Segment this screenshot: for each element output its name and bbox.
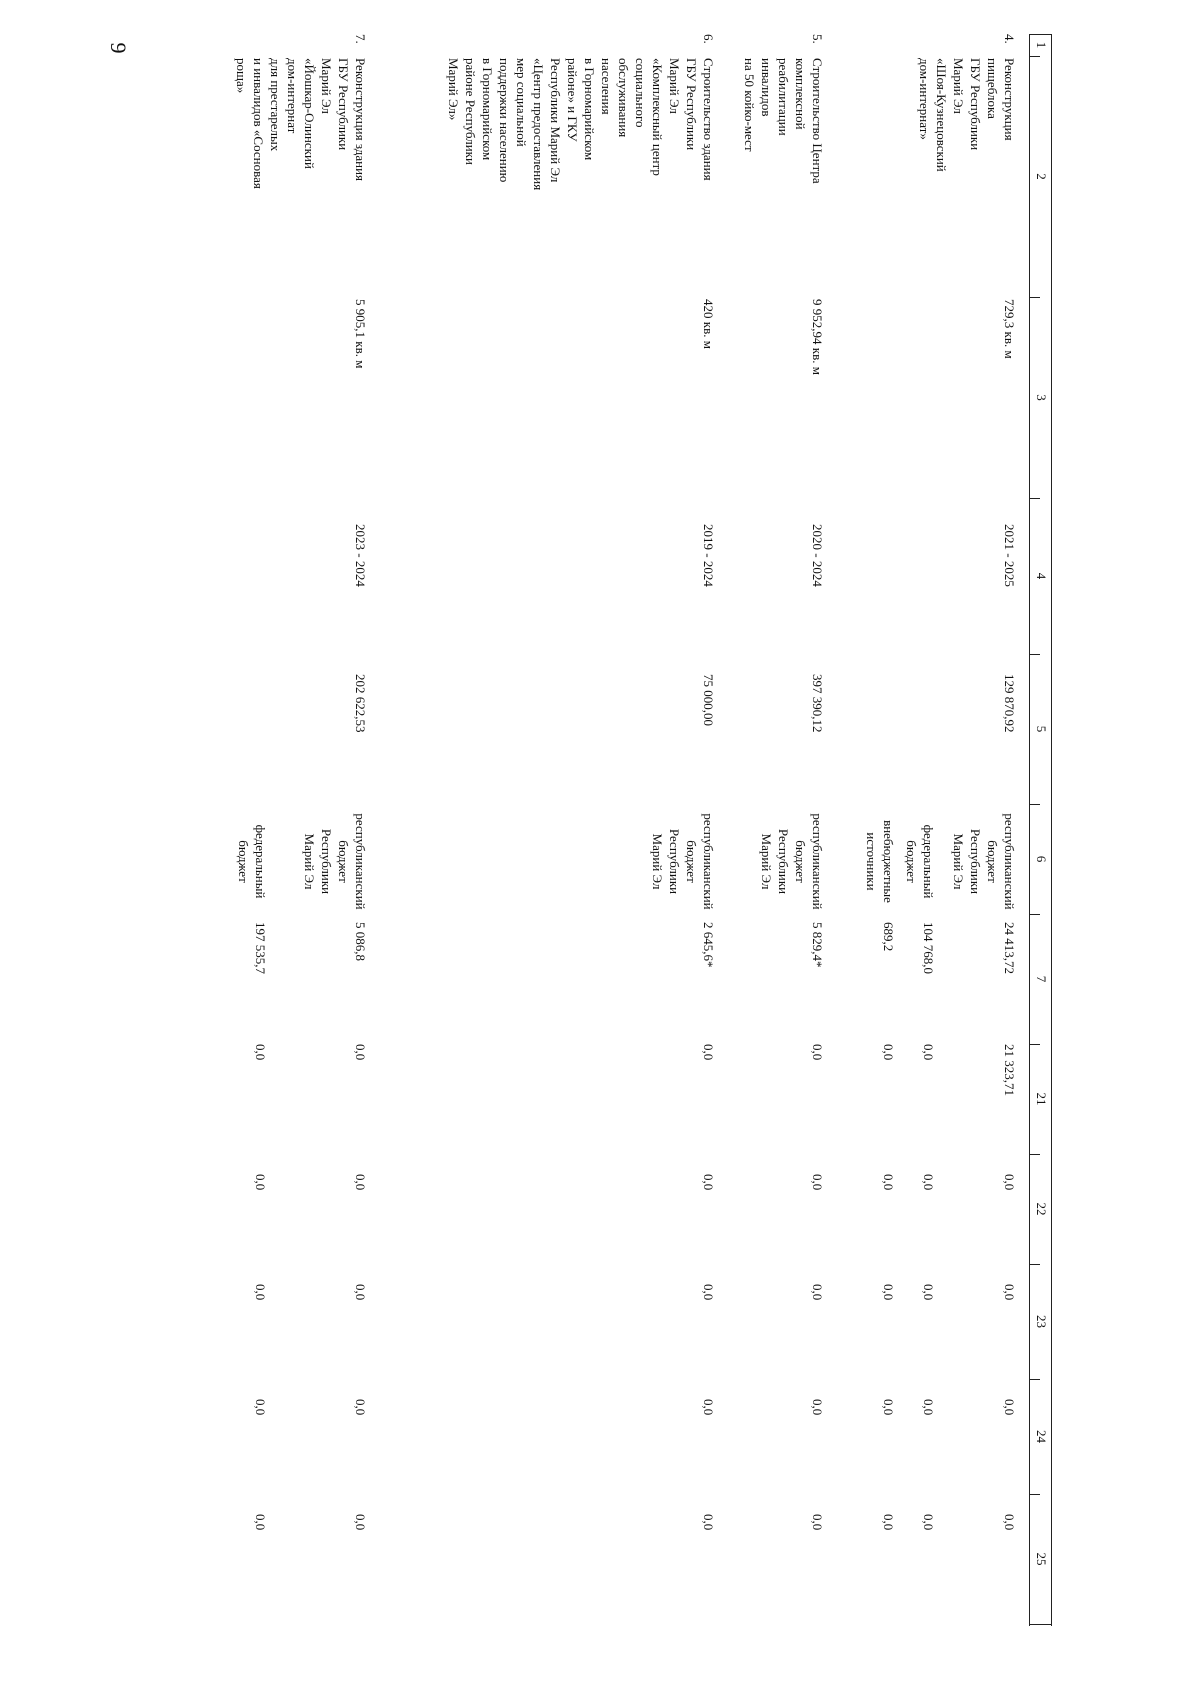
object-cost: 202 622,53 [353,674,368,733]
cell-col21: 0,0 [253,1044,268,1061]
cell-col7: 689,2 [881,922,896,952]
cell-col21: 0,0 [921,1044,936,1061]
column-number: 5 [1034,725,1049,733]
object-name: Строительство Центра комплексной реабилитации инвалидов на 50 койко-мест [742,58,825,184]
cell-col23: 0,0 [353,1284,368,1301]
cell-col22: 0,0 [881,1174,896,1191]
cell-col24: 0,0 [1002,1399,1017,1416]
cell-col22: 0,0 [1002,1174,1017,1191]
cell-col22: 0,0 [253,1174,268,1191]
cell-col22: 0,0 [810,1174,825,1191]
cell-col21: 0,0 [701,1044,716,1061]
object-name: Реконструкция пищеблока ГБУ Республики Марий Эл «Шоя-Кузнецовский дом-интернат» [917,58,1017,172]
column-number: 25 [1034,1552,1049,1566]
object-cost: 129 870,92 [1002,674,1017,733]
funding-source: республиканский бюджет Республики Марий Эл [951,813,1017,910]
cell-col22: 0,0 [921,1174,936,1191]
column-number: 24 [1034,1430,1049,1443]
column-separator [1030,1624,1052,1625]
funding-source: республиканский бюджет Республики Марий Эл [650,813,716,910]
cell-col25: 0,0 [701,1514,716,1531]
header-top-rule [1051,34,1052,1626]
cell-col23: 0,0 [810,1284,825,1301]
object-area: 9 952,94 кв. м [810,299,825,375]
cell-col24: 0,0 [881,1399,896,1416]
object-name: Реконструкция здания ГБУ Республики Марий Эл «Йошкар-Олинский дом-интернат для престарелых и инвалидов «Сосновая роща» [234,58,368,189]
cell-col22: 0,0 [353,1174,368,1191]
column-number: 23 [1034,1315,1049,1328]
object-cost: 397 390,12 [810,674,825,733]
cell-col25: 0,0 [1002,1514,1017,1531]
cell-col23: 0,0 [701,1284,716,1301]
cell-col21: 0,0 [353,1044,368,1061]
cell-col7: 5 086,8 [353,922,368,961]
column-number: 3 [1034,394,1049,401]
cell-col24: 0,0 [253,1399,268,1416]
cell-col24: 0,0 [353,1399,368,1416]
cell-col25: 0,0 [810,1514,825,1531]
object-area: 420 кв. м [701,299,716,349]
row-number: 7. [353,34,368,44]
cell-col7: 104 768,0 [921,922,936,974]
funding-source: республиканский бюджет Республики Марий Эл [302,813,368,910]
object-period: 2020 - 2024 [810,524,825,587]
object-area: 5 905,1 кв. м [353,299,368,369]
object-cost: 75 000,00 [701,674,716,726]
funding-source: внебюджетные источники [864,820,896,903]
funding-source: федеральный бюджет [236,824,268,899]
cell-col7: 2 645,6* [701,922,716,968]
row-number: 4. [1002,34,1017,44]
column-number: 7 [1034,975,1049,983]
cell-col25: 0,0 [881,1514,896,1531]
object-name: Строительство здания ГБУ Республики Марий Эл «Комплексный центр социального обслуживания населения в Горномарийском районе» и ГКУ Республики Марий Эл «Центр предоставления мер социальной поддержки населению в Горномарийском районе Республики Марий Эл» [446,58,716,191]
header-bottom-rule [1029,34,1030,1626]
column-number: 22 [1034,1202,1049,1216]
cell-col24: 0,0 [701,1399,716,1416]
object-period: 2023 - 2024 [353,524,368,587]
cell-col25: 0,0 [253,1514,268,1531]
funding-source: федеральный бюджет [904,824,936,899]
cell-col23: 0,0 [921,1284,936,1301]
cell-col21: 21 323,71 [1002,1044,1017,1096]
cell-col23: 0,0 [1002,1284,1017,1301]
cell-col25: 0,0 [921,1514,936,1531]
column-number: 2 [1034,173,1049,180]
cell-col24: 0,0 [810,1399,825,1416]
row-number: 5. [810,34,825,44]
funding-source: республиканский бюджет Республики Марий Эл [759,813,825,910]
cell-col23: 0,0 [253,1284,268,1301]
rotated-table [200,34,1052,1626]
column-number: 1 [1034,41,1049,49]
cell-col21: 0,0 [810,1044,825,1061]
cell-col25: 0,0 [353,1514,368,1531]
cell-col24: 0,0 [921,1399,936,1416]
cell-col21: 0,0 [881,1044,896,1061]
page-number: 9 [106,42,131,54]
column-number: 4 [1034,572,1049,580]
cell-col23: 0,0 [881,1284,896,1301]
object-period: 2021 - 2025 [1002,524,1017,587]
column-number: 21 [1034,1092,1049,1106]
cell-col7: 5 829,4* [810,922,825,968]
column-number: 6 [1034,855,1049,863]
cell-col7: 197 535,7 [253,922,268,974]
row-number: 6. [701,34,716,44]
cell-col22: 0,0 [701,1174,716,1191]
object-period: 2019 - 2024 [701,524,716,587]
object-area: 729,3 кв. м [1002,299,1017,359]
cell-col7: 24 413,72 [1002,922,1017,974]
